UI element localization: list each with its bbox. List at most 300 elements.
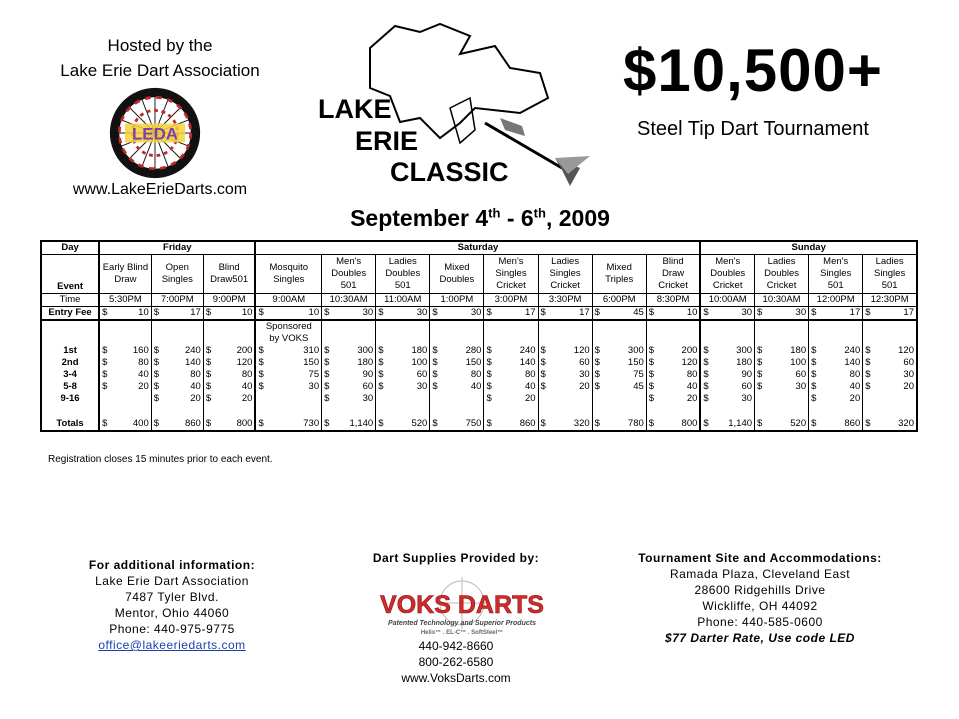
payout-amount: 60 bbox=[795, 369, 807, 380]
event-time: 3:00PM bbox=[484, 294, 538, 307]
payout-currency: $ bbox=[205, 369, 212, 380]
total-value bbox=[541, 418, 590, 430]
total-currency: $ bbox=[153, 418, 160, 429]
payout-row bbox=[41, 393, 917, 405]
payout bbox=[151, 381, 203, 393]
payout-currency: $ bbox=[703, 381, 709, 392]
payout bbox=[538, 345, 592, 357]
host-website[interactable]: www.LakeErieDarts.com bbox=[72, 181, 248, 198]
payout bbox=[99, 345, 151, 357]
payout-currency: $ bbox=[258, 369, 264, 380]
payout bbox=[700, 345, 754, 357]
total-currency: $ bbox=[205, 418, 212, 429]
spacer bbox=[646, 405, 700, 418]
entry-fee-amount: 30 bbox=[416, 307, 428, 318]
payout-value bbox=[703, 393, 752, 405]
hosted-line1: Hosted by the bbox=[107, 36, 213, 55]
payout-value bbox=[811, 381, 860, 393]
entry-fee bbox=[700, 307, 754, 321]
entry-fee-value bbox=[486, 307, 535, 319]
total bbox=[430, 418, 484, 431]
payout-value bbox=[865, 357, 914, 369]
payout-value bbox=[486, 357, 535, 369]
day-label: Day bbox=[41, 241, 99, 255]
total bbox=[700, 418, 754, 431]
entry-fee-amount: 45 bbox=[633, 307, 644, 318]
payout-amount: 60 bbox=[416, 369, 428, 380]
event-time: 10:00AM bbox=[700, 294, 754, 307]
event-time: 12:00PM bbox=[809, 294, 863, 307]
payout-value bbox=[541, 381, 590, 393]
event-name-line: Ladies bbox=[551, 256, 580, 267]
entry-fee-currency: $ bbox=[153, 307, 160, 318]
time-row bbox=[41, 294, 917, 307]
entry-fee-value bbox=[541, 307, 590, 319]
payout bbox=[376, 357, 430, 369]
payout-currency: $ bbox=[432, 345, 438, 356]
payout bbox=[484, 393, 538, 405]
entry-fee-currency: $ bbox=[865, 307, 871, 318]
hosted-line2: Lake Erie Dart Association bbox=[60, 61, 260, 80]
payout bbox=[203, 393, 255, 405]
payout bbox=[700, 393, 754, 405]
event-name-line: 501 bbox=[340, 280, 357, 291]
payout bbox=[99, 357, 151, 369]
payout-currency: $ bbox=[757, 357, 763, 368]
event-name-line: Mosquito bbox=[269, 262, 309, 273]
spacer bbox=[322, 405, 376, 418]
payout-amount: 140 bbox=[519, 357, 536, 368]
payout-amount: 90 bbox=[362, 369, 374, 380]
event-time: 10:30AM bbox=[322, 294, 376, 307]
sponsor-cell bbox=[255, 320, 321, 345]
lake-erie-classic-logo bbox=[300, 18, 600, 188]
contact-email-link[interactable]: office@lakeeriedarts.com bbox=[98, 638, 246, 652]
dates-start-suffix: th bbox=[488, 205, 501, 221]
payout-amount: 40 bbox=[524, 381, 536, 392]
payout-currency: $ bbox=[811, 345, 817, 356]
entry-fee-currency: $ bbox=[811, 307, 817, 318]
payout-value bbox=[649, 369, 698, 381]
payout bbox=[863, 393, 917, 405]
payout-currency: $ bbox=[811, 381, 817, 392]
payout-currency: $ bbox=[594, 345, 600, 356]
entry-fee bbox=[376, 307, 430, 321]
event-name-line: Ladies bbox=[767, 256, 796, 267]
payout-value bbox=[865, 345, 914, 357]
payout-currency: $ bbox=[865, 369, 871, 380]
event-name-line: Doubles bbox=[439, 274, 475, 285]
payout-value bbox=[432, 381, 481, 393]
payout-amount: 180 bbox=[736, 357, 753, 368]
payout-value bbox=[378, 381, 427, 393]
spacer bbox=[592, 405, 646, 418]
payout bbox=[255, 381, 321, 393]
payout-currency: $ bbox=[432, 369, 438, 380]
payout bbox=[538, 369, 592, 381]
payout-value bbox=[206, 393, 253, 405]
sponsor-cell bbox=[646, 320, 700, 345]
entry-fee-amount: 17 bbox=[524, 307, 536, 318]
payout-amount: 100 bbox=[411, 357, 428, 368]
spacer bbox=[430, 405, 484, 418]
sponsor-spacer bbox=[41, 320, 99, 345]
contact-heading: For additional information: bbox=[88, 558, 256, 572]
payout-currency: $ bbox=[153, 381, 160, 392]
logo-text: LEDA bbox=[131, 124, 179, 144]
payout bbox=[863, 381, 917, 393]
payout-amount: 45 bbox=[633, 381, 644, 392]
schedule-table bbox=[40, 240, 918, 432]
payout bbox=[592, 357, 646, 369]
total-amount: 320 bbox=[573, 418, 590, 429]
total-value bbox=[649, 418, 698, 430]
payout-currency: $ bbox=[703, 393, 709, 404]
payout-value bbox=[486, 345, 535, 357]
payout-currency: $ bbox=[258, 381, 264, 392]
payout-value bbox=[703, 345, 752, 357]
payout-amount: 80 bbox=[849, 369, 861, 380]
total-amount: 730 bbox=[303, 418, 320, 429]
entry-fee-currency: $ bbox=[324, 307, 330, 318]
payout-amount: 40 bbox=[470, 381, 482, 392]
entry-fee-row bbox=[41, 307, 917, 321]
payout-value bbox=[154, 357, 201, 369]
payout-amount: 180 bbox=[790, 345, 807, 356]
payout bbox=[376, 345, 430, 357]
event-name bbox=[255, 255, 321, 294]
payout-currency: $ bbox=[703, 357, 709, 368]
day-header-friday: Friday bbox=[99, 241, 255, 255]
event-name bbox=[755, 255, 809, 294]
event-name-line: Singles bbox=[273, 274, 305, 285]
entry-fee-currency: $ bbox=[757, 307, 763, 318]
payout-currency: $ bbox=[378, 369, 384, 380]
payout-value bbox=[324, 393, 373, 405]
payout-amount: 30 bbox=[416, 381, 428, 392]
payout-amount: 280 bbox=[465, 345, 482, 356]
sponsor-cell bbox=[809, 320, 863, 345]
total bbox=[484, 418, 538, 431]
total bbox=[538, 418, 592, 431]
sponsor-cell bbox=[430, 320, 484, 345]
payout-value bbox=[757, 369, 806, 381]
event-time: 6:00PM bbox=[592, 294, 646, 307]
event-name-line: Draw bbox=[114, 274, 137, 285]
payout bbox=[484, 381, 538, 393]
payout-amount: 150 bbox=[303, 357, 320, 368]
total-value bbox=[102, 418, 149, 430]
payout-value bbox=[102, 381, 149, 393]
payout-currency: $ bbox=[205, 345, 212, 356]
payout bbox=[592, 381, 646, 393]
supplies-phone1: 440-942-8660 bbox=[418, 639, 494, 653]
sponsor-cell bbox=[151, 320, 203, 345]
total-value bbox=[432, 418, 481, 430]
spacer bbox=[255, 405, 321, 418]
event-name bbox=[646, 255, 700, 294]
payout-currency: $ bbox=[102, 369, 108, 380]
total-currency: $ bbox=[757, 418, 763, 429]
payout-amount: 200 bbox=[236, 345, 253, 356]
payout bbox=[538, 381, 592, 393]
total bbox=[863, 418, 917, 431]
entry-fee bbox=[863, 307, 917, 321]
entry-fee-currency: $ bbox=[258, 307, 264, 318]
payout-currency: $ bbox=[703, 369, 709, 380]
payout bbox=[430, 345, 484, 357]
total-value bbox=[595, 418, 644, 430]
entry-fee-currency: $ bbox=[703, 307, 709, 318]
supplies-heading: Dart Supplies Provided by: bbox=[372, 551, 540, 565]
totals-label: Totals bbox=[41, 418, 99, 431]
payout-amount: 120 bbox=[681, 357, 698, 368]
payout-value bbox=[811, 357, 860, 369]
event-name bbox=[322, 255, 376, 294]
entry-fee-value bbox=[258, 307, 319, 319]
payout bbox=[376, 369, 430, 381]
total-amount: 520 bbox=[790, 418, 807, 429]
payout-amount: 160 bbox=[132, 345, 149, 356]
entry-fee bbox=[484, 307, 538, 321]
payout bbox=[646, 393, 700, 405]
payout-currency: $ bbox=[648, 381, 655, 392]
total-currency: $ bbox=[378, 418, 384, 429]
total-value bbox=[154, 418, 201, 430]
payout-value bbox=[206, 345, 253, 357]
payout-currency: $ bbox=[258, 357, 264, 368]
total-amount: 800 bbox=[681, 418, 698, 429]
payout-value bbox=[541, 345, 590, 357]
spacer bbox=[538, 405, 592, 418]
total bbox=[646, 418, 700, 431]
payout-value bbox=[432, 357, 481, 369]
payout-value bbox=[324, 369, 373, 381]
entry-fee-amount: 10 bbox=[241, 307, 253, 318]
payout-amount: 40 bbox=[849, 381, 861, 392]
payout-currency: $ bbox=[378, 381, 384, 392]
payout-row bbox=[41, 381, 917, 393]
payout-value bbox=[102, 357, 149, 369]
entry-fee bbox=[538, 307, 592, 321]
payout-value bbox=[811, 369, 860, 381]
payout bbox=[376, 381, 430, 393]
entry-fee bbox=[430, 307, 484, 321]
day-row bbox=[41, 241, 917, 255]
payout-value bbox=[811, 393, 860, 405]
dates-year: , 2009 bbox=[545, 205, 610, 231]
event-name-line: Singles bbox=[820, 268, 852, 279]
event-name-line: Draw bbox=[662, 268, 685, 279]
entry-fee-amount: 30 bbox=[470, 307, 482, 318]
payout bbox=[203, 381, 255, 393]
spacer bbox=[863, 405, 917, 418]
payout bbox=[255, 393, 321, 405]
entry-fee-value bbox=[649, 307, 698, 319]
entry-fee-currency: $ bbox=[594, 307, 600, 318]
event-name bbox=[203, 255, 255, 294]
payout-value bbox=[378, 357, 427, 369]
event-name-line: Singles bbox=[874, 268, 906, 279]
supplies-website[interactable]: www.VoksDarts.com bbox=[401, 671, 511, 685]
site-city: Wickliffe, OH 44092 bbox=[702, 599, 818, 613]
spacer bbox=[809, 405, 863, 418]
entry-fee-value bbox=[154, 307, 201, 319]
total-value bbox=[258, 418, 319, 430]
payout bbox=[322, 381, 376, 393]
payout-amount: 240 bbox=[844, 345, 861, 356]
sponsor-cell bbox=[863, 320, 917, 345]
payout bbox=[322, 369, 376, 381]
event-name-line: Draw501 bbox=[210, 274, 249, 285]
total bbox=[809, 418, 863, 431]
payout-value bbox=[258, 357, 319, 369]
payout bbox=[430, 381, 484, 393]
payout-value bbox=[324, 357, 373, 369]
sponsor-cell bbox=[592, 320, 646, 345]
payout-amount: 100 bbox=[790, 357, 807, 368]
payout-value bbox=[102, 369, 149, 381]
payout-currency: $ bbox=[432, 381, 438, 392]
payout-value bbox=[154, 369, 201, 381]
event-name-line: Men's bbox=[823, 256, 849, 267]
payout-amount: 60 bbox=[741, 381, 753, 392]
payout-value bbox=[703, 369, 752, 381]
payout-value bbox=[258, 369, 319, 381]
payout bbox=[430, 369, 484, 381]
sponsor-cell bbox=[538, 320, 592, 345]
payout-currency: $ bbox=[205, 393, 212, 404]
payout-currency: $ bbox=[153, 345, 160, 356]
payout-currency: $ bbox=[703, 345, 709, 356]
payout-amount: 80 bbox=[686, 369, 698, 380]
payout-value bbox=[432, 345, 481, 357]
event-name-line: Open bbox=[165, 262, 189, 273]
payout bbox=[322, 357, 376, 369]
event-name bbox=[700, 255, 754, 294]
place-label: 2nd bbox=[41, 357, 99, 369]
payout-value bbox=[757, 345, 806, 357]
payout-currency: $ bbox=[486, 381, 492, 392]
payout-currency: $ bbox=[648, 393, 655, 404]
day-header-saturday: Saturday bbox=[255, 241, 700, 255]
payout-currency: $ bbox=[865, 345, 871, 356]
payout-value bbox=[378, 345, 427, 357]
payout-currency: $ bbox=[153, 393, 160, 404]
entry-fee bbox=[203, 307, 255, 321]
total-currency: $ bbox=[703, 418, 709, 429]
payout-currency: $ bbox=[540, 345, 546, 356]
payout-amount: 80 bbox=[138, 357, 149, 368]
payout-value bbox=[324, 345, 373, 357]
total bbox=[322, 418, 376, 431]
payout-amount: 300 bbox=[736, 345, 753, 356]
payout bbox=[484, 345, 538, 357]
sponsor-cell bbox=[99, 320, 151, 345]
entry-fee-value bbox=[206, 307, 253, 319]
event-name bbox=[538, 255, 592, 294]
event-label: Event bbox=[41, 255, 99, 294]
payout-amount: 20 bbox=[524, 393, 536, 404]
payout-amount: 240 bbox=[519, 345, 536, 356]
entry-fee-value bbox=[757, 307, 806, 319]
payout-amount: 300 bbox=[627, 345, 644, 356]
total-amount: 800 bbox=[236, 418, 253, 429]
payout-value bbox=[378, 369, 427, 381]
total bbox=[255, 418, 321, 431]
payout-value bbox=[703, 381, 752, 393]
site-street: 28600 Ridgehills Drive bbox=[694, 583, 826, 597]
contact-city: Mentor, Ohio 44060 bbox=[114, 606, 230, 620]
event-time: 8:30PM bbox=[646, 294, 700, 307]
entry-fee bbox=[646, 307, 700, 321]
payout-amount: 30 bbox=[579, 369, 590, 380]
payout-amount: 60 bbox=[579, 357, 590, 368]
payout-value bbox=[258, 345, 319, 357]
payout-amount: 30 bbox=[308, 381, 320, 392]
payout-currency: $ bbox=[594, 357, 600, 368]
payout bbox=[484, 369, 538, 381]
event-name-line: Doubles bbox=[764, 268, 799, 279]
payout-amount: 120 bbox=[573, 345, 590, 356]
spacer bbox=[484, 405, 538, 418]
total bbox=[592, 418, 646, 431]
event-name bbox=[809, 255, 863, 294]
registration-note: Registration closes 15 minutes prior to each event. bbox=[48, 454, 273, 465]
supplies-phone2: 800-262-6580 bbox=[418, 655, 494, 669]
payout-amount: 20 bbox=[138, 381, 149, 392]
payout-value bbox=[102, 345, 149, 357]
payout bbox=[151, 357, 203, 369]
event-name-line: Singles bbox=[495, 268, 527, 279]
event-name-line: 501 bbox=[881, 280, 898, 291]
entry-fee bbox=[151, 307, 203, 321]
total-amount: 520 bbox=[411, 418, 428, 429]
payout-currency: $ bbox=[594, 381, 600, 392]
payout-currency: $ bbox=[648, 345, 655, 356]
payout-amount: 140 bbox=[184, 357, 201, 368]
payout-value bbox=[432, 369, 481, 381]
event-time: 10:30AM bbox=[755, 294, 809, 307]
payout bbox=[255, 369, 321, 381]
spacer bbox=[755, 405, 809, 418]
payout-amount: 60 bbox=[903, 357, 914, 368]
payout-value bbox=[154, 393, 201, 405]
payout-amount: 90 bbox=[741, 369, 753, 380]
total-value bbox=[703, 418, 752, 430]
payout-amount: 150 bbox=[627, 357, 644, 368]
total-value bbox=[378, 418, 427, 430]
event-name-line: Doubles bbox=[710, 268, 746, 279]
event-time: 7:00PM bbox=[151, 294, 203, 307]
entry-fee bbox=[255, 307, 321, 321]
place-label: 1st bbox=[41, 345, 99, 357]
payout-amount: 240 bbox=[184, 345, 201, 356]
payout-value bbox=[865, 381, 914, 393]
payout-amount: 30 bbox=[903, 369, 914, 380]
total-currency: $ bbox=[102, 418, 108, 429]
event-name-line: Men's bbox=[336, 256, 362, 267]
payout-amount: 310 bbox=[303, 345, 320, 356]
payout-value bbox=[649, 393, 698, 405]
spacer bbox=[203, 405, 255, 418]
payout-value bbox=[649, 381, 698, 393]
payout bbox=[151, 369, 203, 381]
site-rate: $77 Darter Rate, Use code LED bbox=[665, 631, 855, 645]
event-name-line: Singles bbox=[161, 274, 193, 285]
event-name-line: Triples bbox=[605, 274, 634, 285]
total-currency: $ bbox=[594, 418, 600, 429]
